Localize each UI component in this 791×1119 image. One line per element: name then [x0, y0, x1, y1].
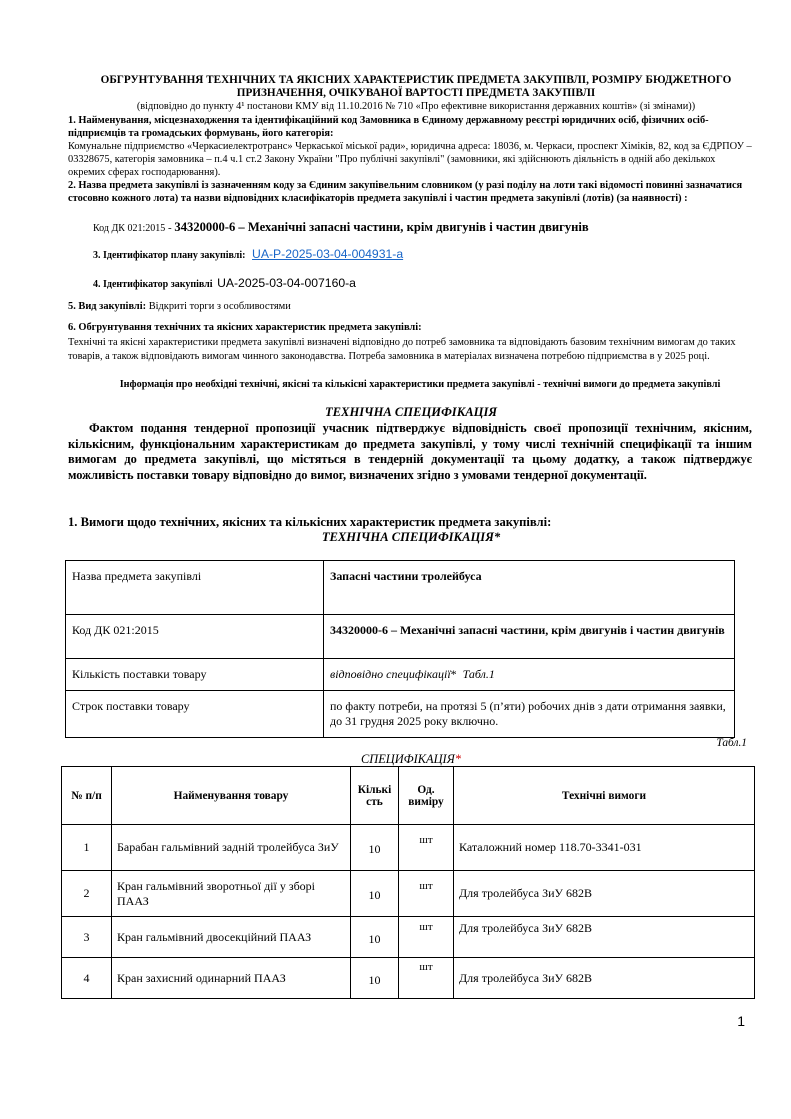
table-cell-value: 34320000-6 – Механічні запасні частини, крім двигунів і частин двигунів: [324, 615, 735, 659]
spec-title-2: [68, 530, 754, 545]
table-cell-value: по факту потреби, на протязі 5 (п’яти) робочих днів з дати отримання заявки, до 31 грудня 2025 року включно.: [324, 691, 735, 738]
table-cell-label: Назва предмета закупівлі: [66, 561, 324, 615]
section-1: [68, 114, 754, 179]
document-subtitle: (відповідно до пункту 4¹ постанови КМУ від 11.10.2016 № 710 «Про ефективне використання державних коштів» (зі змінами)): [136, 101, 696, 112]
header-unit: Од. виміру: [399, 767, 454, 825]
procurement-identifier-label: 4. Ідентифікатор закупівлі: [93, 279, 213, 290]
row-unit: шт: [399, 917, 454, 958]
table-1-label: Табл.1: [716, 737, 747, 749]
info-heading: Інформація про необхідні технічні, якісні та кількісні характеристики предмета закупівлі - технічні вимоги до предмета закупівлі: [119, 379, 721, 390]
code-line: Код ДК 021:2015 - 34320000-6 – Механічні запасні частини, крім двигунів і частин двигунів: [93, 220, 589, 234]
section-5-value: Відкриті торги з особливостями: [148, 301, 291, 312]
specification-caption-text: СПЕЦИФІКАЦІЯ: [361, 752, 455, 766]
row-name: Кран гальмівний двосекційний ПААЗ: [112, 917, 351, 958]
row-num: 1: [62, 825, 112, 871]
spec-title-2-text: ТЕХНІЧНА СПЕЦИФІКАЦІЯ: [321, 530, 494, 544]
section-5: [68, 300, 754, 313]
row-requirements: Для тролейбуса ЗиУ 682В: [454, 871, 755, 917]
table-row: [66, 659, 735, 691]
header-num: № п/п: [62, 767, 112, 825]
section-1-heading: 1. Найменування, місцезнаходження та ідентифікаційний код Замовника в Єдиному державному реєстрі юридичних осіб, фізичних осіб-підприємців та громадських формувань, його категорія:: [68, 115, 709, 139]
document-title: ОБГРУНТУВАННЯ ТЕХНІЧНИХ ТА ЯКІСНИХ ХАРАКТЕРИСТИК ПРЕДМЕТА ЗАКУПІВЛІ, РОЗМІРУ БЮДЖЕТНОГО ПРИЗНАЧЕННЯ, ОЧІКУВАНОЇ ВАРТОСТІ ПРЕДМЕТА ЗАКУПІВЛІ: [100, 74, 732, 99]
code-label: Код ДК 021:2015: [93, 223, 166, 234]
table-row: [62, 958, 755, 999]
row-unit: шт: [399, 958, 454, 999]
table-header-row: [62, 767, 755, 825]
procurement-summary-table: [65, 560, 735, 738]
row-qty: 10: [351, 871, 399, 917]
page-number: 1: [737, 1013, 745, 1029]
row-unit: шт: [399, 871, 454, 917]
procurement-identifier-line: [93, 276, 356, 290]
section-6: [68, 321, 754, 365]
quantity-spec-table-ref: Табл.1: [456, 667, 495, 681]
code-value: 34320000-6 – Механічні запасні частини, крім двигунів і частин двигунів: [174, 220, 589, 234]
row-name: Кран гальмівний зворотньої дії у зборі ПААЗ: [112, 871, 351, 917]
table-row: [62, 825, 755, 871]
header-requirements: Технічні вимоги: [454, 767, 755, 825]
header-name: Найменування товару: [112, 767, 351, 825]
section-5-label: 5. Вид закупівлі:: [68, 301, 147, 312]
section-6-heading: 6. Обгрунтування технічних та якісних характеристик предмета закупівлі:: [68, 322, 422, 333]
table-cell-label: Код ДК 021:2015: [66, 615, 324, 659]
section-1-text: Комунальне підприємство «Черкасиелектротранс» Черкаської міської ради», юридична адреса: 18036, м. Черкаси, проспект Хіміків, 82, код за ЄДРПОУ – 03328675, категорія замовника – п.4 ч.1 ст.2 Закону України "Про публічні закупівлі" (замовники, які здійснюють діяльність в одній або декількох окремих сферах господарювання).: [68, 141, 752, 178]
specification-caption-asterisk: *: [454, 752, 461, 766]
table-cell-value: Запасні частини тролейбуса: [324, 561, 735, 615]
table-row: [66, 691, 735, 738]
requirements-heading: 1. Вимоги щодо технічних, якісних та кількісних характеристик предмета закупівлі:: [68, 515, 552, 529]
row-qty: 10: [351, 825, 399, 871]
plan-identifier-label: 3. Ідентифікатор плану закупівлі:: [93, 250, 246, 261]
spec-title-2-asterisk: *: [493, 530, 501, 544]
row-name: Кран захисний одинарний ПААЗ: [112, 958, 351, 999]
plan-identifier-line: [93, 247, 403, 261]
header-qty: Кількі сть: [351, 767, 399, 825]
table-cell-label: Строк поставки товару: [66, 691, 324, 738]
table-row: [66, 561, 735, 615]
table-cell-label: Кількість поставки товару: [66, 659, 324, 691]
main-paragraph: Фактом подання тендерної пропозиції учасник підтверджує відповідність своєї пропозиції технічним, якісним, кількісним, функціональним характеристикам до предмета закупівлі, у тому числі технічній специфікації та іншим вимогам до предмета закупівлі, що містяться в тендерній документації та цьому додатку, а також підтверджує можливість поставки товару відповідно до вимог, визначених згідно з умовами тендерної документації.: [68, 421, 752, 483]
row-num: 3: [62, 917, 112, 958]
section-2-heading: 2. Назва предмета закупівлі із зазначенням коду за Єдиним закупівельним словником (у разі поділу на лоти такі відомості повинні зазначатися стосовно кожного лота) та назви відповідних класифікаторів предмета закупівлі і частин предмета закупівлі (лотів) (за наявності) :: [68, 180, 743, 204]
specification-caption: [68, 752, 754, 767]
row-num: 4: [62, 958, 112, 999]
table-row: [62, 917, 755, 958]
spec-title: ТЕХНІЧНА СПЕЦИФІКАЦІЯ: [324, 405, 498, 419]
table-cell-value: [324, 659, 735, 691]
row-qty: 10: [351, 958, 399, 999]
row-requirements: Для тролейбуса ЗиУ 682В: [454, 958, 755, 999]
row-requirements: Каталожний номер 118.70-3341-031: [454, 825, 755, 871]
row-num: 2: [62, 871, 112, 917]
row-requirements: Для тролейбуса ЗиУ 682В: [454, 917, 755, 958]
plan-identifier-link[interactable]: UA-P-2025-03-04-004931-a: [252, 247, 404, 261]
row-name: Барабан гальмівний задній тролейбуса ЗиУ: [112, 825, 351, 871]
section-6-text: Технічні та якісні характеристики предмета закупівлі визначені відповідно до потреб замовника та відповідають базовим технічним вимогам до таких товарів, а також відповідають вимогам чинного законодавства. Потреба замовника в матеріалах визначена потребою підприємства в у 2025 році.: [68, 336, 736, 362]
row-unit: шт: [399, 825, 454, 871]
row-qty: 10: [351, 917, 399, 958]
table-row: [66, 615, 735, 659]
quantity-spec-text: відповідно специфікації: [330, 667, 451, 681]
specification-table: [61, 766, 755, 999]
table-row: [62, 871, 755, 917]
procurement-identifier-value: UA-2025-03-04-007160-a: [217, 276, 356, 290]
quantity-spec-asterisk: *: [450, 667, 457, 681]
